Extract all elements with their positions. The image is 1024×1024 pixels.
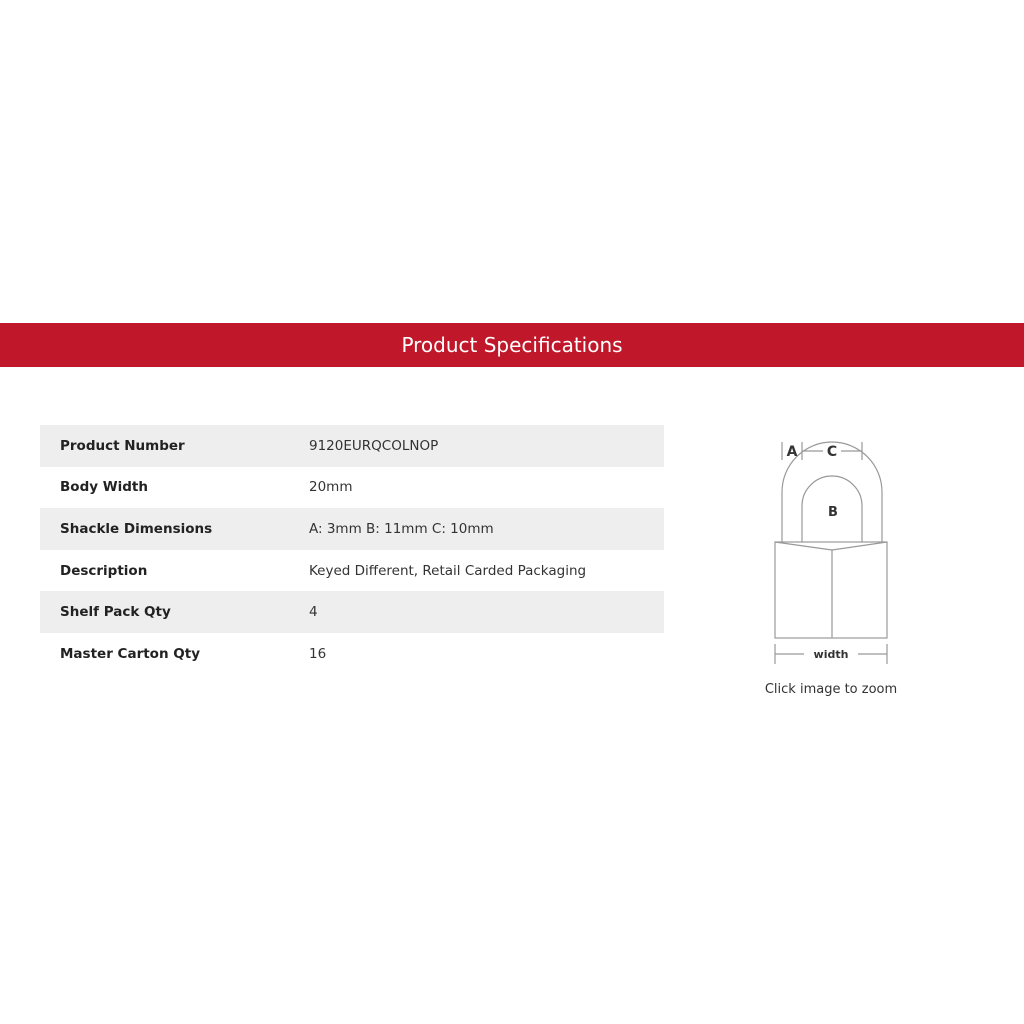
spec-label: Shackle Dimensions	[60, 520, 213, 537]
dim-label-width: width	[813, 648, 849, 661]
spec-value: 20mm	[309, 479, 353, 496]
spec-header-bar	[0, 323, 1024, 367]
dim-label-c: C	[826, 444, 838, 460]
spec-row-description	[40, 550, 664, 592]
spec-value: 4	[309, 604, 318, 621]
spec-value: 9120EURQCOLNOP	[309, 437, 439, 454]
lock-body	[775, 542, 887, 638]
spec-label: Master Carton Qty	[60, 645, 200, 662]
spec-label: Product Number	[60, 437, 185, 454]
zoom-caption[interactable]: Click image to zoom	[764, 682, 898, 697]
spec-value: A: 3mm B: 11mm C: 10mm	[309, 520, 494, 537]
spec-row-shackle-dimensions	[40, 508, 664, 550]
page-title: Product Specifications	[401, 333, 623, 357]
padlock-dimension-diagram[interactable]	[760, 430, 900, 670]
spec-row-master-carton-qty	[40, 633, 664, 675]
spec-row-product-number	[40, 425, 664, 467]
spec-label: Description	[60, 562, 148, 579]
spec-value: 16	[309, 645, 327, 662]
lock-body-bevel	[775, 542, 887, 550]
dim-label-b: B	[828, 505, 838, 520]
spec-label: Shelf Pack Qty	[60, 604, 171, 621]
spec-label: Body Width	[60, 479, 148, 496]
dim-label-a: A	[786, 444, 798, 460]
spec-row-shelf-pack-qty	[40, 591, 664, 633]
spec-row-body-width	[40, 467, 664, 509]
spec-table	[40, 425, 664, 675]
spec-value: Keyed Different, Retail Carded Packaging	[309, 562, 587, 579]
padlock-icon[interactable]	[760, 430, 900, 670]
